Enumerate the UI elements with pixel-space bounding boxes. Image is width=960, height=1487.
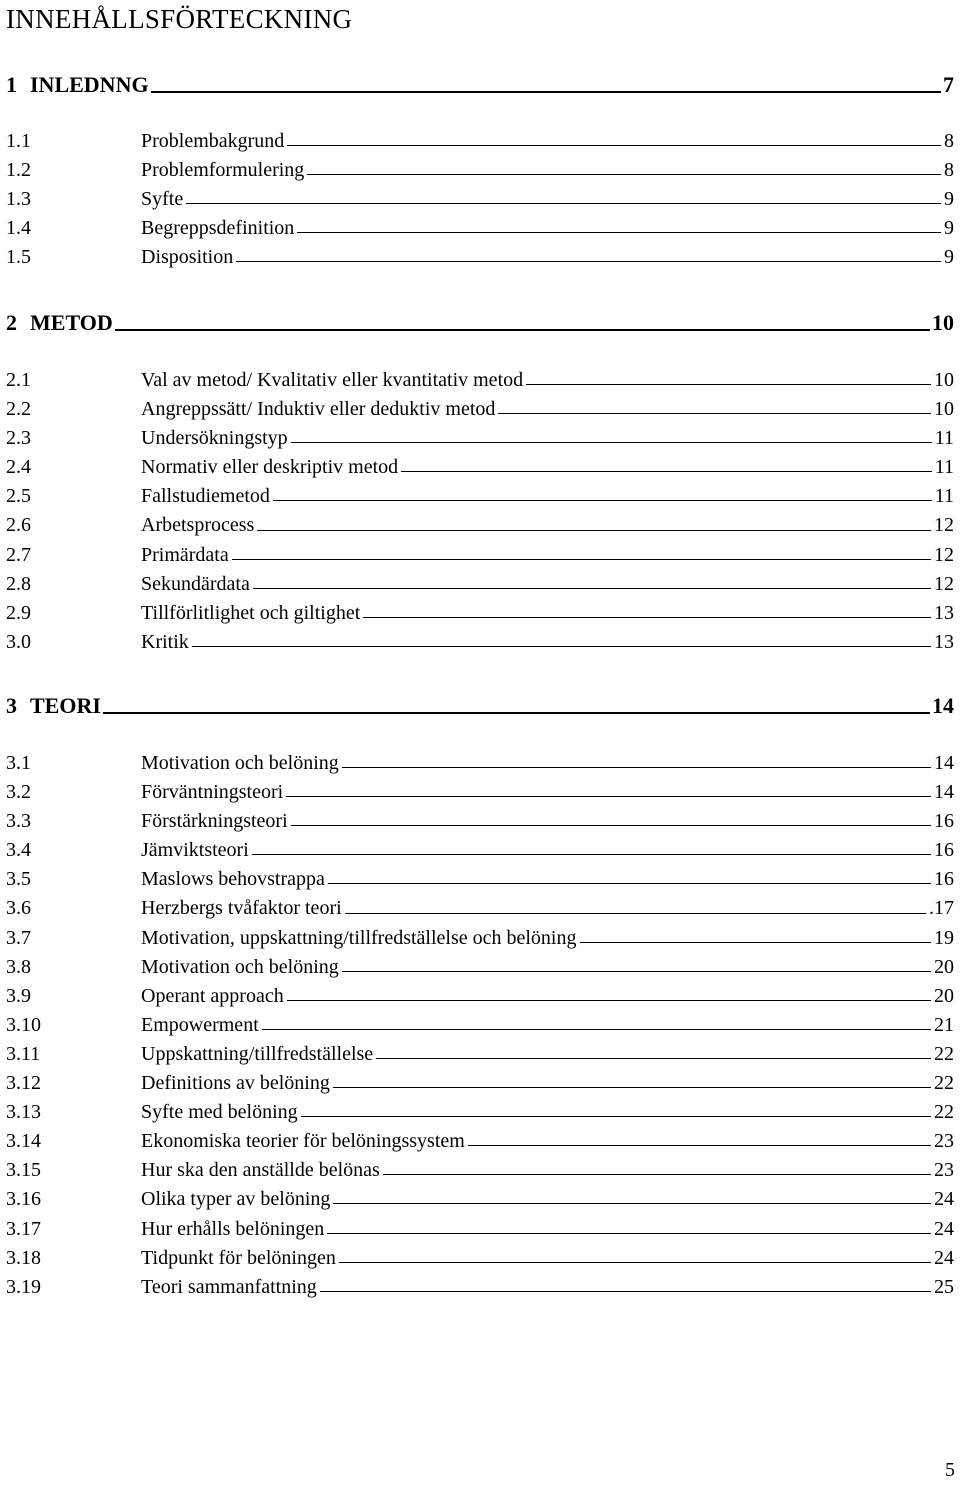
leader-dots xyxy=(253,588,931,589)
entry-number: 3.15 xyxy=(6,1159,41,1182)
toc-entry-3-14[interactable] xyxy=(6,1127,954,1156)
entry-number: 3.7 xyxy=(6,926,31,949)
leader-dots xyxy=(376,1058,931,1059)
leader-dots xyxy=(301,1116,931,1117)
leader-dots xyxy=(468,1145,931,1146)
entry-number: 1.2 xyxy=(6,159,31,182)
leader-dots xyxy=(262,1029,931,1030)
chapter-heading-3[interactable] xyxy=(6,689,954,719)
entry-title: Fallstudiemetod xyxy=(141,485,270,508)
entry-number: 3.17 xyxy=(6,1217,41,1240)
leader-dots xyxy=(307,174,941,175)
entry-number: 1.5 xyxy=(6,246,31,269)
entry-title: Angreppssätt/ Induktiv eller deduktiv metod xyxy=(141,398,496,421)
toc-entry-1-3[interactable] xyxy=(6,185,954,214)
entry-page: 8 xyxy=(944,159,954,182)
entry-page: 10 xyxy=(934,369,954,391)
toc-entry-2-5[interactable] xyxy=(6,482,954,511)
toc-entry-3-12[interactable] xyxy=(6,1069,954,1098)
entry-number: 2.7 xyxy=(6,543,31,566)
toc-entry-2-3[interactable] xyxy=(6,424,954,453)
entry-title: Tidpunkt för belöningen xyxy=(141,1246,336,1269)
toc-entry-3-3[interactable] xyxy=(6,807,954,836)
entry-title: Hur erhålls belöningen xyxy=(141,1217,325,1240)
entry-number: 2.3 xyxy=(6,427,31,450)
entry-number: 2.2 xyxy=(6,398,31,421)
leader-dots xyxy=(297,232,941,233)
chapter-page: 7 xyxy=(943,72,954,97)
leader-dots xyxy=(232,559,931,560)
entry-title: Sekundärdata xyxy=(141,572,250,595)
chapter-1-entries xyxy=(6,127,954,272)
entry-page: 24 xyxy=(934,1188,954,1211)
leader-dots xyxy=(257,530,931,531)
entry-title: Syfte xyxy=(141,188,184,211)
toc-entry-3-2[interactable] xyxy=(6,778,954,807)
entry-page: 24 xyxy=(934,1217,954,1240)
entry-page: 24 xyxy=(934,1246,954,1269)
entry-number: 3.5 xyxy=(6,868,31,891)
leader-dots xyxy=(287,145,941,146)
chapter-title: TEORI xyxy=(30,693,101,718)
entry-title: Problembakgrund xyxy=(141,130,285,152)
toc-entry-3-13[interactable] xyxy=(6,1098,954,1127)
entry-title: Begreppsdefinition xyxy=(141,217,295,240)
entry-page: 16 xyxy=(934,810,954,833)
leader-dots xyxy=(192,646,931,647)
entry-page: 8 xyxy=(944,130,954,152)
entry-title: Undersökningstyp xyxy=(141,427,288,450)
entry-page: 23 xyxy=(934,1159,954,1182)
entry-page: 14 xyxy=(934,781,954,804)
leader-dots xyxy=(236,261,941,262)
leader-dots xyxy=(342,767,931,768)
chapter-leader-line xyxy=(103,712,930,714)
entry-title: Uppskattning/tillfredställelse xyxy=(141,1042,374,1065)
toc-title: INNEHÅLLSFÖRTECKNING xyxy=(6,4,353,34)
toc-entry-1-1[interactable] xyxy=(6,127,954,156)
leader-dots xyxy=(286,796,931,797)
leader-dots xyxy=(526,384,931,385)
entry-number: 2.5 xyxy=(6,485,31,508)
leader-dots xyxy=(328,883,931,884)
chapter-heading-1[interactable] xyxy=(6,68,954,98)
entry-title: Herzbergs tvåfaktor teori xyxy=(141,897,342,920)
entry-page: 11 xyxy=(934,456,954,479)
entry-title: Olika typer av belöning xyxy=(141,1188,331,1211)
entry-number: 1.3 xyxy=(6,188,31,211)
toc-entry-3-11[interactable] xyxy=(6,1040,954,1069)
entry-number: 3.1 xyxy=(6,752,31,774)
leader-dots xyxy=(273,500,932,501)
leader-dots xyxy=(327,1233,931,1234)
chapter-leader-line xyxy=(115,329,930,331)
leader-dots xyxy=(333,1087,931,1088)
toc-entry-3-19[interactable] xyxy=(6,1273,954,1302)
toc-entry-2-1[interactable] xyxy=(6,366,954,395)
leader-dots xyxy=(580,942,932,943)
chapter-page: 14 xyxy=(932,693,954,718)
entry-page: 13 xyxy=(934,601,954,624)
toc-entry-1-2[interactable] xyxy=(6,156,954,185)
entry-number: 2.1 xyxy=(6,369,31,391)
entry-page: 12 xyxy=(934,572,954,595)
entry-number: 3.3 xyxy=(6,810,31,833)
toc-entry-2-7[interactable] xyxy=(6,541,954,570)
entry-number: 2.4 xyxy=(6,456,31,479)
entry-title: Jämviktsteori xyxy=(141,839,249,862)
toc-entry-3-0[interactable] xyxy=(6,628,954,657)
entry-page: 16 xyxy=(934,839,954,862)
entry-page: 22 xyxy=(934,1101,954,1124)
entry-title: Tillförlitlighet och giltighet xyxy=(141,601,361,624)
entry-page: 25 xyxy=(934,1275,954,1298)
leader-dots xyxy=(339,1262,931,1263)
entry-number: 3.2 xyxy=(6,781,31,804)
toc-entry-3-18[interactable] xyxy=(6,1244,954,1273)
entry-title: Förstärkningsteori xyxy=(141,810,288,833)
entry-number: 1.4 xyxy=(6,217,31,240)
entry-title: Arbetsprocess xyxy=(141,514,255,537)
entry-title: Hur ska den anställde belönas xyxy=(141,1159,380,1182)
chapter-title: INLEDNNG xyxy=(30,72,149,97)
chapter-2-entries xyxy=(6,366,954,657)
entry-number: 3.19 xyxy=(6,1275,41,1298)
toc-entry-3-5[interactable] xyxy=(6,865,954,894)
entry-number: 2.8 xyxy=(6,572,31,595)
toc-entry-3-17[interactable] xyxy=(6,1215,954,1244)
toc-entry-3-16[interactable] xyxy=(6,1185,954,1214)
toc-entry-3-1[interactable] xyxy=(6,749,954,778)
toc-entry-3-6[interactable] xyxy=(6,894,954,923)
leader-dots xyxy=(333,1203,931,1204)
chapter-page: 10 xyxy=(932,310,954,335)
leader-dots xyxy=(383,1174,931,1175)
entry-title: Ekonomiska teorier för belöningssystem xyxy=(141,1130,465,1153)
leader-dots xyxy=(342,971,931,972)
leader-dots xyxy=(363,617,931,618)
entry-page: 13 xyxy=(934,630,954,653)
entry-page: .17 xyxy=(929,897,954,920)
entry-page: 11 xyxy=(934,427,954,450)
leader-dots xyxy=(186,203,941,204)
leader-dots xyxy=(498,413,931,414)
toc-entry-2-2[interactable] xyxy=(6,395,954,424)
entry-title: Förväntningsteori xyxy=(141,781,284,804)
entry-page: 22 xyxy=(934,1042,954,1065)
chapter-leader-line xyxy=(151,91,941,93)
entry-number: 3.12 xyxy=(6,1072,41,1095)
entry-title: Problemformulering xyxy=(141,159,305,182)
entry-number: 3.18 xyxy=(6,1246,41,1269)
entry-title: Disposition xyxy=(141,246,234,269)
toc-entry-3-7[interactable] xyxy=(6,924,954,953)
entry-page: 12 xyxy=(934,514,954,537)
entry-page: 20 xyxy=(934,984,954,1007)
entry-title: Syfte med belöning xyxy=(141,1101,298,1124)
entry-title: Maslows behovstrappa xyxy=(141,868,325,891)
chapter-heading-2[interactable] xyxy=(6,306,954,336)
toc-entry-2-6[interactable] xyxy=(6,511,954,540)
entry-page: 9 xyxy=(944,188,954,211)
leader-dots xyxy=(320,1291,931,1292)
leader-dots xyxy=(291,825,931,826)
leader-dots xyxy=(287,1000,931,1001)
entry-number: 3.4 xyxy=(6,839,31,862)
toc-entry-1-4[interactable] xyxy=(6,214,954,243)
entry-page: 9 xyxy=(944,246,954,269)
entry-title: Val av metod/ Kvalitativ eller kvantitativ metod xyxy=(141,369,524,391)
leader-dots xyxy=(345,913,926,914)
toc-entry-3-10[interactable] xyxy=(6,1011,954,1040)
entry-number: 3.16 xyxy=(6,1188,41,1211)
entry-number: 3.11 xyxy=(6,1042,41,1065)
chapter-number: 3 xyxy=(6,693,17,718)
entry-number: 1.1 xyxy=(6,130,31,152)
entry-number: 3.14 xyxy=(6,1130,41,1153)
toc-entry-3-8[interactable] xyxy=(6,953,954,982)
entry-number: 2.9 xyxy=(6,601,31,624)
page-number: 5 xyxy=(945,1459,955,1481)
chapter-number: 1 xyxy=(6,72,17,97)
chapter-3-entries xyxy=(6,749,954,1302)
entry-title: Kritik xyxy=(141,630,189,653)
entry-title: Motivation, uppskattning/tillfredställelse och belöning xyxy=(141,926,577,949)
entry-title: Teori sammanfattning xyxy=(141,1275,317,1298)
entry-page: 23 xyxy=(934,1130,954,1153)
entry-title: Definitions av belöning xyxy=(141,1072,330,1095)
toc-entry-3-4[interactable] xyxy=(6,836,954,865)
entry-number: 3.0 xyxy=(6,630,31,653)
toc-entry-3-15[interactable] xyxy=(6,1156,954,1185)
leader-dots xyxy=(401,471,932,472)
toc-entry-2-9[interactable] xyxy=(6,599,954,628)
chapter-number: 2 xyxy=(6,310,17,335)
entry-number: 3.10 xyxy=(6,1013,41,1036)
entry-page: 9 xyxy=(944,217,954,240)
entry-title: Operant approach xyxy=(141,984,284,1007)
entry-page: 10 xyxy=(934,398,954,421)
entry-page: 14 xyxy=(934,752,954,774)
entry-title: Motivation och belöning xyxy=(141,752,339,774)
entry-title: Motivation och belöning xyxy=(141,955,339,978)
entry-page: 16 xyxy=(934,868,954,891)
entry-title: Primärdata xyxy=(141,543,229,566)
toc-entry-2-8[interactable] xyxy=(6,570,954,599)
entry-number: 3.6 xyxy=(6,897,31,920)
entry-page: 19 xyxy=(934,926,954,949)
entry-number: 3.13 xyxy=(6,1101,41,1124)
toc-entry-2-4[interactable] xyxy=(6,453,954,482)
entry-title: Normativ eller deskriptiv metod xyxy=(141,456,399,479)
toc-entry-3-9[interactable] xyxy=(6,982,954,1011)
entry-page: 12 xyxy=(934,543,954,566)
toc-entry-1-5[interactable] xyxy=(6,243,954,272)
entry-page: 21 xyxy=(934,1013,954,1036)
leader-dots xyxy=(291,442,932,443)
entry-number: 3.9 xyxy=(6,984,31,1007)
entry-page: 11 xyxy=(934,485,954,508)
entry-page: 20 xyxy=(934,955,954,978)
leader-dots xyxy=(252,854,931,855)
entry-page: 22 xyxy=(934,1072,954,1095)
chapter-title: METOD xyxy=(30,310,113,335)
entry-number: 2.6 xyxy=(6,514,31,537)
entry-number: 3.8 xyxy=(6,955,31,978)
entry-title: Empowerment xyxy=(141,1013,259,1036)
